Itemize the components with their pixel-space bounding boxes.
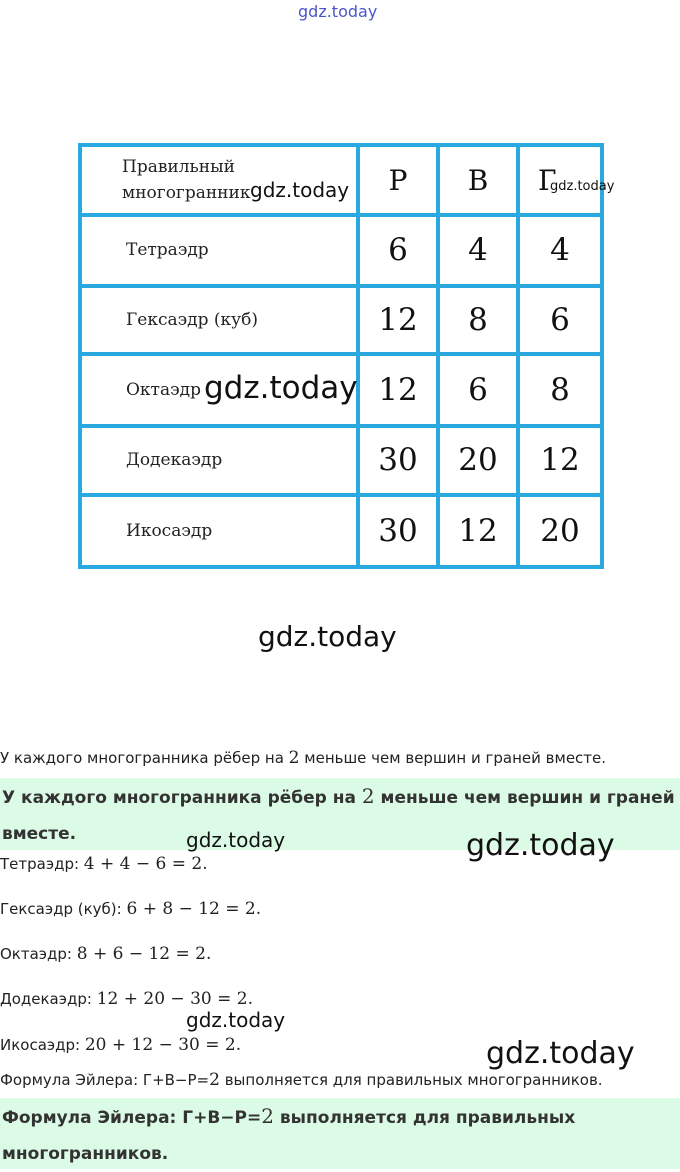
row-name: Тетраэдр [80,215,358,285]
table-row [80,215,602,285]
watermark-lower-left-1: gdz.today [186,828,286,852]
calc-line: Тетраэдр: 4 + 4 − 6 = 2. [0,854,208,874]
watermark-cell-faces: gdz.today [550,179,615,194]
table-row [80,426,602,494]
row-name-text: Октаэдр [126,380,201,401]
highlight-1-line-2: вместе. [2,824,77,844]
watermark-middle: gdz.today [258,620,397,653]
table-row [80,495,602,567]
watermark-lower-left-2: gdz.today [186,1008,286,1032]
row-vertices: 6 [438,354,518,426]
header-name-cell [80,145,358,215]
header-edges: Р [358,145,438,215]
statement-text: У каждого многогранника рёбер на [0,749,289,767]
row-edges: 30 [358,495,438,567]
header-name-line1: Правильный [122,157,235,178]
row-edges: 12 [358,286,438,354]
row-edges: 6 [358,215,438,285]
row-edges: 30 [358,426,438,494]
calc-line: Октаэдр: 8 + 6 − 12 = 2. [0,944,212,964]
statement-line [0,748,606,768]
row-faces: 8 [518,354,602,426]
highlight-1-line-1: У каждого многогранника рёбер на 2 меньше чем вершин и граней [2,784,675,808]
polyhedra-table [78,143,615,569]
watermark-lower-right-2: gdz.today [486,1036,635,1071]
calc-line: Гексаэдр (куб): 6 + 8 − 12 = 2. [0,899,262,919]
row-name: Додекаэдр [80,426,358,494]
header-vertices: В [438,145,518,215]
statement-text-end: меньше чем вершин и граней вместе. [299,749,607,767]
header-faces-label: Г [538,163,557,197]
header-name-line2: многогранник [122,183,251,204]
row-faces: 20 [518,495,602,567]
watermark-cell-octahedron: gdz.today [204,369,358,406]
watermark-top: gdz.today [298,2,378,21]
watermark-lower-right-1: gdz.today [466,828,615,863]
watermark-cell-header: gdz.today [250,178,350,202]
row-faces: 6 [518,286,602,354]
statement-number: 2 [288,748,300,768]
table-header-row [80,145,602,215]
row-faces: 4 [518,215,602,285]
highlight-2-line-2: многогранников. [2,1144,169,1164]
table-row [80,286,602,354]
row-vertices: 8 [438,286,518,354]
formula-line: Формула Эйлера: Г+В−Р=2 выполняется для правильных многогранников. [0,1070,603,1090]
header-faces [518,145,615,215]
row-name: Икосаэдр [80,495,358,567]
highlight-2-line-1: Формула Эйлера: Г+В−Р=2 выполняется для правильных [2,1104,576,1128]
row-vertices: 12 [438,495,518,567]
table-row [80,354,602,426]
row-vertices: 4 [438,215,518,285]
calc-line: Икосаэдр: 20 + 12 − 30 = 2. [0,1035,242,1055]
row-name: Гексаэдр (куб) [80,286,358,354]
row-faces: 12 [518,426,602,494]
highlight-block-2 [0,1098,680,1169]
row-name [80,354,358,426]
calc-line: Додекаэдр: 12 + 20 − 30 = 2. [0,989,253,1009]
row-edges: 12 [358,354,438,426]
row-vertices: 20 [438,426,518,494]
